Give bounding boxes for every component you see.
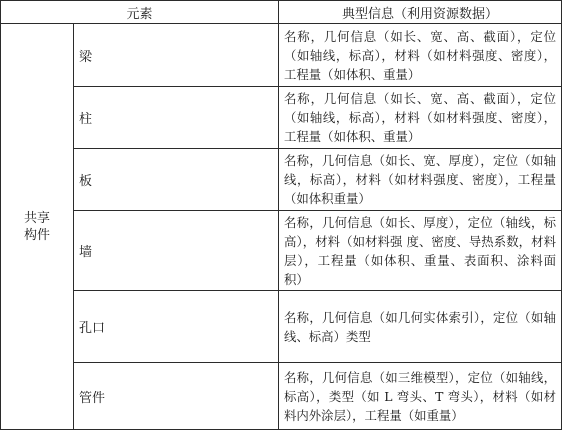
element-name-cell: 柱 (74, 87, 279, 149)
table-row (1, 291, 562, 363)
shared-components-group-label (1, 24, 74, 430)
element-name-cell: 管件 (74, 363, 279, 430)
element-name-cell: 墙 (74, 211, 279, 291)
element-info-cell: 名称，几何信息（如长、厚度），定位（轴线，标高），材料（如材料强 度、密度、导热系数，材料层），工程量（如体积、重量、表面积、涂料面积） (279, 211, 562, 291)
element-name-cell: 板 (74, 149, 279, 211)
element-name-cell: 孔口 (74, 291, 279, 363)
group-label-line-2: 构件 (23, 227, 50, 243)
element-info-cell: 名称，几何信息（如长、宽、高、截面），定位（如轴线，标高），材料（如材料强度、密度），工程量（如体积、重量） (279, 87, 562, 149)
table-row (1, 24, 562, 87)
element-column-header: 元素 (1, 1, 279, 24)
element-info-cell: 名称，几何信息（如几何实体索引），定位（如轴线、标高）类型 (279, 291, 562, 363)
element-info-cell: 名称，几何信息（如三维模型），定位（如轴线，标高），类型（如 L 弯头、T 弯头），材料（如材料内外涂层），工程量（如重量） (279, 363, 562, 430)
group-label-line-1: 共享 (23, 210, 50, 226)
table-row (1, 149, 562, 211)
table-row (1, 363, 562, 430)
info-column-header: 典型信息（利用资源数据） (279, 1, 562, 24)
element-name-cell: 梁 (74, 24, 279, 87)
table-row (1, 87, 562, 149)
element-info-cell: 名称，几何信息（如长、宽、厚度），定位（如轴线，标高），材料（如材料强度、密度），工程量（如体积重量） (279, 149, 562, 211)
table-header-row (1, 1, 562, 24)
element-info-cell: 名称，几何信息（如长、宽、高、截面），定位（如轴线，标高），材料（如材料强度、密度），工程量（如体积、重量） (279, 24, 562, 87)
table-row (1, 211, 562, 291)
